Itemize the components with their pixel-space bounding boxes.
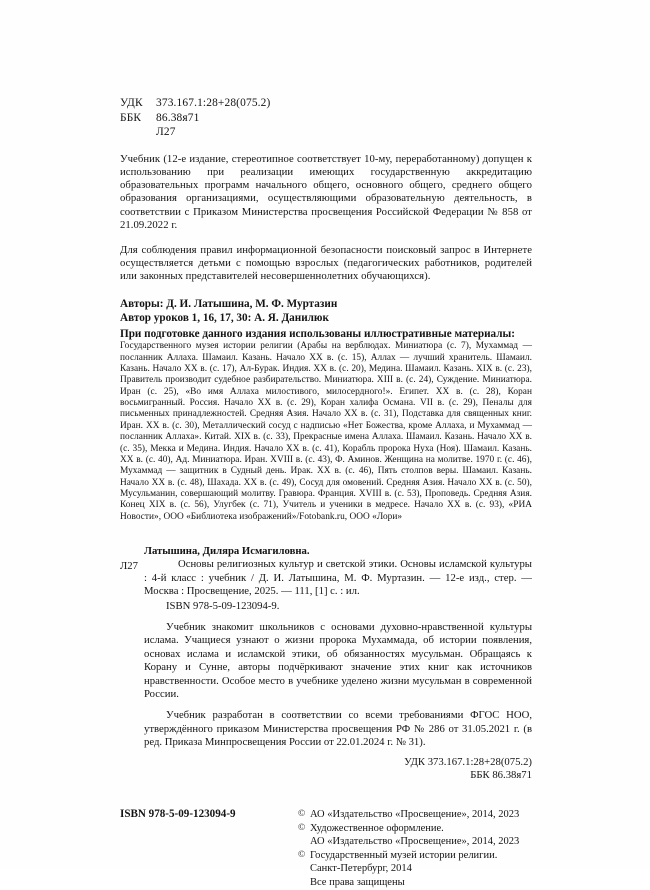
copyright-line	[298, 822, 532, 836]
author-sign-row	[120, 125, 532, 140]
footer-block	[120, 808, 532, 890]
bib-sign: Л27	[120, 560, 138, 573]
illustrations-credits: Государственного музея истории религии (Арабы на верблюдах. Миниатюра (с. 7), Мухаммад — посланник Аллаха. Шамаил. Казань. Начало XX в. (с. 15), Аллах — лучший хранитель. Шамаил. Казань. Начало XX в. (с. 17), Ал-Бурак. Индия. XX в. (с. 20), Медина. Шамаил. Казань. XIX в. (с. 23), Правитель производит судебное разбирательство. Миниатюра. XIII в. (с. 24), Суждение. Миниатюра. Иран (с. 25), «Во имя Аллаха милостивого, милосердного!». Египет. XX в. (с. 28), Коран восьмигранный. Россия. Начало XX в. (с. 29), Коран халифа Османа. VII в. (с. 29), Пеналы для письменных принадлежностей. Средняя Азия. Начало XX в. (с. 31), Подставка для священных книг. Иран. XX в. (с. 30), Металлический сосуд с надписью «Нет Божества, кроме Аллаха, и Мухаммад — посланник Аллаха». Китай. XIX в. (с. 33), Прекрасные имена Аллаха. Шамаил. Казань. Начало XX в. (с. 35), Мекка и Медина. Индия. Начало XX в. (с. 41), Корабль пророка Нуха (Ноя). Шамаил. Казань. XX в. (с. 40), Ад. Миниатюра. Иран. XVIII в. (с. 43), Ф. Аминов. Женщина на молитве. 1970 г. (с. 46), Мухаммад — защитник в Судный день. Ирак. XX в. (с. 46), Пять столпов веры. Шамаил. Казань. Начало XX в. (с. 48), Шахада. XX в. (с. 49), Сосуд для омовений. Средняя Азия. Начало XX в. (с. 50), Мусульманин, совершающий молитву. Гравюра. Франция. XVIII в. (с. 53), Проповедь. Средняя Азия. Конец XIX в. (с. 56), Улугбек (с. 71), Учитель и ученики в медресе. Начало XX в. (с. 93), «РИА Новости», ООО «Библиотека изображений»/Fotobank.ru, ООО «Лори»	[120, 341, 532, 522]
bib-author-name: Латышина, Диляра Исмагиловна.	[144, 544, 310, 557]
page-content	[120, 96, 532, 890]
udk-repeat: УДК 373.167.1:28+28(075.2)	[404, 755, 532, 768]
copyright-icon: ©	[298, 849, 306, 860]
safety-note: Для соблюдения правил информационной безопасности поисковый запрос в Интернете осуществляется детьми с помощью взрослых (педагогических работников, родителей или законных представителей несовершеннолетних обучающихся).	[120, 244, 532, 283]
approval-note: Учебник (12-е издание, стереотипное соответствует 10-му, переработанному) допущен к использованию при реализации имеющих государственную аккредитацию образовательных программ начального общего, основного общего, среднего общего образования организациями, осуществляющими образовательную деятельность, в соответствии с Приказом Министерства просвещения Российской Федерации № 858 от 21.09.2022 г.	[120, 152, 532, 231]
copyright-line	[298, 835, 532, 849]
bbk-label: ББК	[120, 111, 142, 124]
copyright-line-text: Художественное оформление.	[310, 822, 444, 834]
authors-line	[120, 297, 532, 311]
bib-description-text: Основы религиозных культур и светской этики. Основы исламской культуры : 4-й класс : учебник / Д. И. Латышина, М. Ф. Муртазин. — 12-е изд., стер. — Москва : Просвещение, 2025. — 111, [1] с. : ил.	[144, 558, 532, 598]
lessons-author-text: Автор уроков 1, 16, 17, 30: А. Я. Данилюк	[120, 312, 329, 325]
lessons-author-line	[120, 311, 532, 325]
copyright-icon: ©	[298, 809, 306, 820]
bib-description	[144, 558, 532, 598]
udk-label: УДК	[120, 97, 143, 109]
authors-line-text: Авторы: Д. И. Латышина, М. Ф. Муртазин	[120, 297, 338, 310]
copyright-line	[298, 849, 532, 863]
copyright-icon: ©	[298, 822, 306, 833]
copyright-line-text: АО «Издательство «Просвещение», 2014, 2023	[310, 836, 520, 848]
classification-codes	[120, 96, 532, 140]
bbk-value: 86.38я71	[156, 111, 200, 124]
bib-isbn: ISBN 978-5-09-123094-9.	[166, 599, 280, 612]
udk-row	[120, 96, 532, 111]
bib-standards-note: Учебник разработан в соответствии со всеми требованиями ФГОС НОО, утверждённого приказом Министерства просвещения РФ № 286 от 31.05.2021 г. (в ред. Приказа Минпросвещения России от 22.01.2024 г. № 31).	[144, 709, 532, 749]
author-sign-value: Л27	[156, 126, 176, 139]
bibliographic-record	[120, 545, 532, 782]
copyright-line-text: АО «Издательство «Просвещение», 2014, 2023	[310, 809, 520, 821]
copyright-line	[298, 862, 532, 876]
bib-annotation: Учебник знакомит школьников с основами духовно-нравственной культуры ислама. Учащиеся узнают о жизни пророка Мухаммада, об истории появления, основах ислама и исламской этики, об обязанностях мусульман. Обращаясь к Корану и Сунне, авторы подчёркивают значение этих книг как источников нравственности. Особое место в учебнике уделено жизни мусульман в современной России.	[144, 620, 532, 700]
copyright-line	[298, 808, 532, 822]
authors-block	[120, 297, 532, 326]
footer-isbn: ISBN 978-5-09-123094-9	[120, 808, 236, 821]
copyright-line-text: Все права защищены	[310, 876, 405, 888]
copyright-line-text: Государственный музей истории религии.	[310, 849, 498, 861]
udk-value: 373.167.1:28+28(075.2)	[156, 97, 271, 109]
copyright-line	[298, 876, 532, 890]
copyright-line-text: Санкт-Петербург, 2014	[310, 863, 412, 875]
bbk-row	[120, 111, 532, 126]
bbk-repeat: ББК 86.38я71	[470, 768, 532, 781]
copyright-list	[298, 808, 532, 890]
illustrations-heading: При подготовке данного издания использованы иллюстративные материалы:	[120, 328, 515, 341]
